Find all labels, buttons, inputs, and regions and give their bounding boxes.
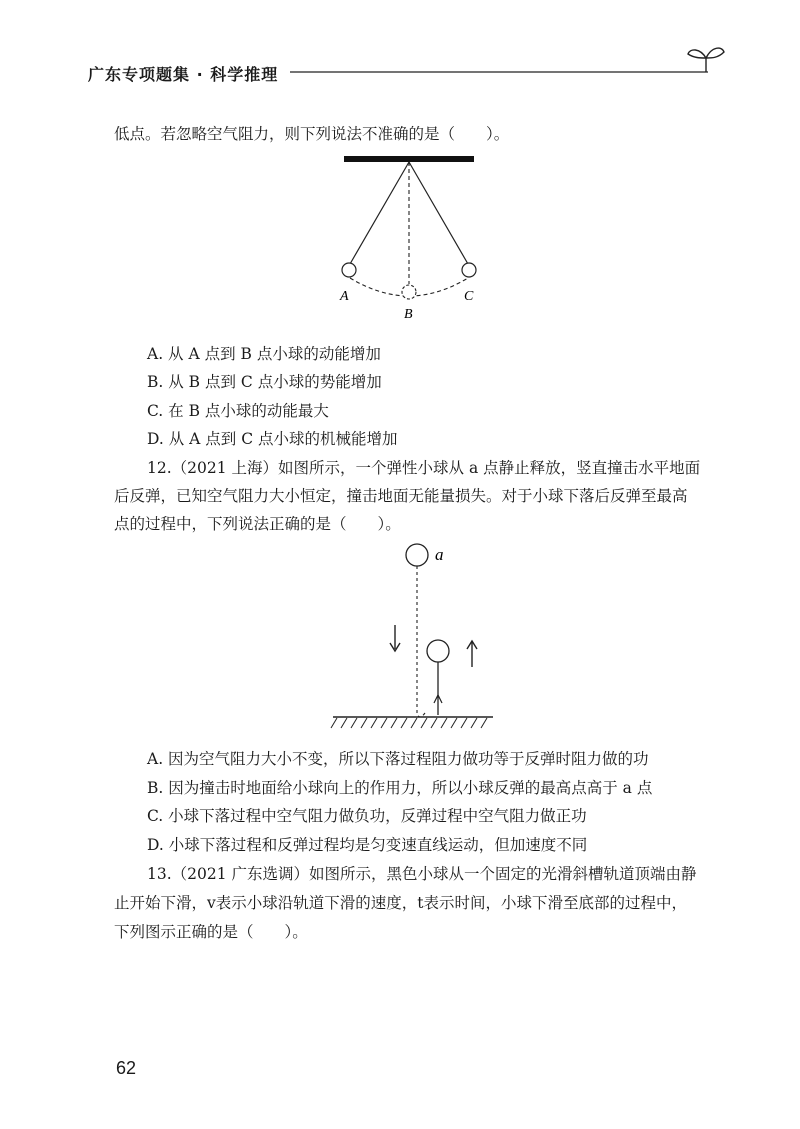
q12-option-d: D. 小球下落过程和反弹过程均是匀变速直线运动，但加速度不同 <box>147 836 588 854</box>
q11-option-d: D. 从 A 点到 C 点小球的机械能增加 <box>147 430 398 448</box>
ball-c <box>462 263 476 277</box>
pendulum-ceiling <box>344 156 474 162</box>
q12-stem-line-2: 后反弹，已知空气阻力大小恒定，撞击地面无能量损失。对于小球下落后反弹至最高 <box>114 487 688 505</box>
header-rule <box>0 0 800 90</box>
ball-rebound <box>427 640 449 662</box>
pendulum-figure <box>300 150 520 325</box>
ball-b <box>402 285 416 299</box>
label-c: C <box>464 289 474 304</box>
q12-stem-line-1: 12.（2021 上海）如图所示，一个弹性小球从 a 点静止释放，竖直撞击水平地面 <box>147 459 701 477</box>
ball-start <box>406 544 428 566</box>
sprout-icon <box>688 48 724 72</box>
q13-stem-line-2: 止开始下滑，v表示小球沿轨道下滑的速度，t表示时间，小球下滑至底部的过程中， <box>114 894 687 912</box>
running-header-title: 广东专项题集 · 科学推理 <box>88 65 279 84</box>
q11-stem-tail: 低点。若忽略空气阻力，则下列说法不准确的是（ ）。 <box>114 125 510 143</box>
label-a: A <box>340 289 349 304</box>
pendulum-string-left <box>350 162 409 264</box>
q11-option-a: A. 从 A 点到 B 点小球的动能增加 <box>147 345 381 363</box>
page-number: 62 <box>116 1058 137 1078</box>
q11-option-b: B. 从 B 点到 C 点小球的势能增加 <box>147 373 382 391</box>
q12-option-b: B. 因为撞击时地面给小球向上的作用力，所以小球反弹的最高点高于 a 点 <box>147 779 653 797</box>
q13-stem-line-1: 13.（2021 广东选调）如图所示，黑色小球从一个固定的光滑斜槽轨道顶端由静 <box>147 865 697 883</box>
label-a-point: a <box>435 545 444 564</box>
ball-a <box>342 263 356 277</box>
fall-path <box>417 566 425 717</box>
q12-option-c: C. 小球下落过程中空气阻力做负功，反弹过程中空气阻力做正功 <box>147 807 587 825</box>
ground-hatching <box>331 718 487 728</box>
q12-stem-line-3: 点的过程中，下列说法正确的是（ ）。 <box>114 515 401 533</box>
label-b: B <box>404 307 413 322</box>
q11-option-c: C. 在 B 点小球的动能最大 <box>147 402 329 420</box>
pendulum-string-right <box>409 162 468 264</box>
bouncing-ball-figure <box>325 535 505 735</box>
q13-stem-line-3: 下列图示正确的是（ ）。 <box>114 923 308 941</box>
q12-option-a: A. 因为空气阻力大小不变，所以下落过程阻力做功等于反弹时阻力做的功 <box>147 750 649 768</box>
